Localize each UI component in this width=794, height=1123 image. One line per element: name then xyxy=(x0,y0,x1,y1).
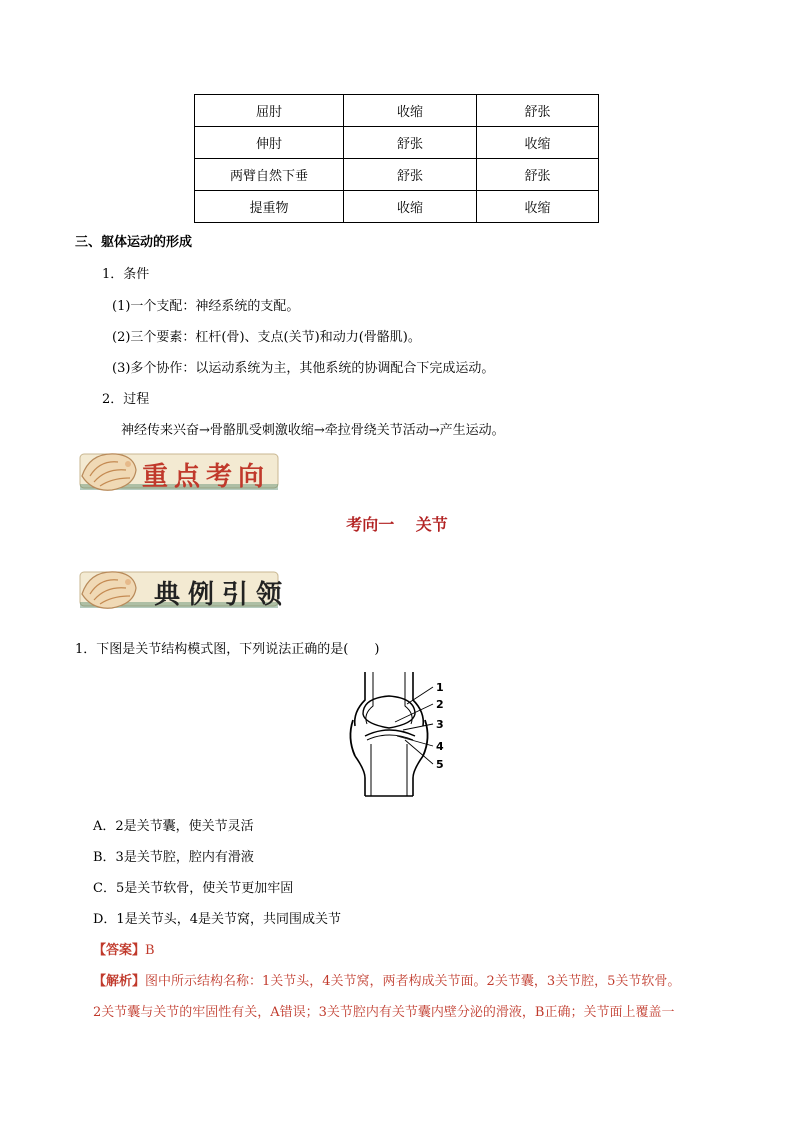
diagram-label-2: 2 xyxy=(436,698,444,711)
table-cell: 收缩 xyxy=(477,191,599,223)
process-text: 神经传来兴奋→骨骼肌受刺激收缩→牵拉骨绕关节活动→产生运动。 xyxy=(121,423,505,438)
table-cell: 收缩 xyxy=(477,127,599,159)
diagram-label-5: 5 xyxy=(436,758,444,771)
condition-2: (2)三个要素：杠杆(骨)、支点(关节)和动力(骨骼肌)。 xyxy=(112,330,421,345)
analysis-text-1: 图中所示结构名称：1关节头，4关节窝，两者构成关节面。2关节囊，3关节腔，5关节软骨。 xyxy=(145,974,681,989)
table-row xyxy=(195,127,599,159)
option-a: A．2是关节囊，使关节灵活 xyxy=(93,819,254,834)
conch-shell-icon xyxy=(76,446,140,496)
table-row xyxy=(195,95,599,127)
diagram-label-1: 1 xyxy=(436,681,444,694)
answer-value: B xyxy=(145,943,155,958)
analysis-line-2: 2关节囊与关节的牢固性有关，A错误；3关节腔内有关节囊内壁分泌的滑液，B正确；关节面上覆盖一 xyxy=(93,1005,675,1020)
item-process: 2．过程 xyxy=(102,392,150,407)
item-conditions: 1．条件 xyxy=(102,267,150,282)
analysis-line-1 xyxy=(93,970,680,989)
section-heading: 三、躯体运动的形成 xyxy=(75,235,193,250)
option-b: B．3是关节腔，腔内有滑液 xyxy=(93,850,254,865)
option-d: D．1是关节头，4是关节窝，共同围成关节 xyxy=(93,912,341,927)
banner-typical-examples xyxy=(74,566,291,612)
banner-title: 重点考向 xyxy=(142,462,271,492)
condition-1: (1)一个支配：神经系统的支配。 xyxy=(112,299,300,314)
table-cell: 两臂自然下垂 xyxy=(195,159,344,191)
condition-3: (3)多个协作：以运动系统为主，其他系统的协调配合下完成运动。 xyxy=(112,361,495,376)
diagram-label-3: 3 xyxy=(436,718,444,731)
table-cell: 收缩 xyxy=(344,95,477,127)
table-cell: 舒张 xyxy=(344,127,477,159)
banner-key-directions xyxy=(74,448,282,494)
table-cell: 伸肘 xyxy=(195,127,344,159)
table-cell: 舒张 xyxy=(477,95,599,127)
banner-title: 典例引领 xyxy=(154,580,291,610)
answer-line xyxy=(93,939,155,958)
direction-title: 考向一 关节 xyxy=(346,515,448,534)
answer-label: 【答案】 xyxy=(93,943,146,958)
table-row xyxy=(195,159,599,191)
conch-shell-icon xyxy=(76,564,140,614)
table-cell: 提重物 xyxy=(195,191,344,223)
joint-structure-diagram xyxy=(345,670,455,800)
diagram-label-4: 4 xyxy=(436,740,444,753)
question-stem: 1．下图是关节结构模式图，下列说法正确的是( ) xyxy=(75,642,380,657)
option-c: C．5是关节软骨，使关节更加牢固 xyxy=(93,881,294,896)
table-cell: 舒张 xyxy=(477,159,599,191)
muscle-state-table xyxy=(194,94,599,223)
table-cell: 屈肘 xyxy=(195,95,344,127)
analysis-label: 【解析】 xyxy=(93,974,146,989)
table-row xyxy=(195,191,599,223)
table-cell: 舒张 xyxy=(344,159,477,191)
table-cell: 收缩 xyxy=(344,191,477,223)
